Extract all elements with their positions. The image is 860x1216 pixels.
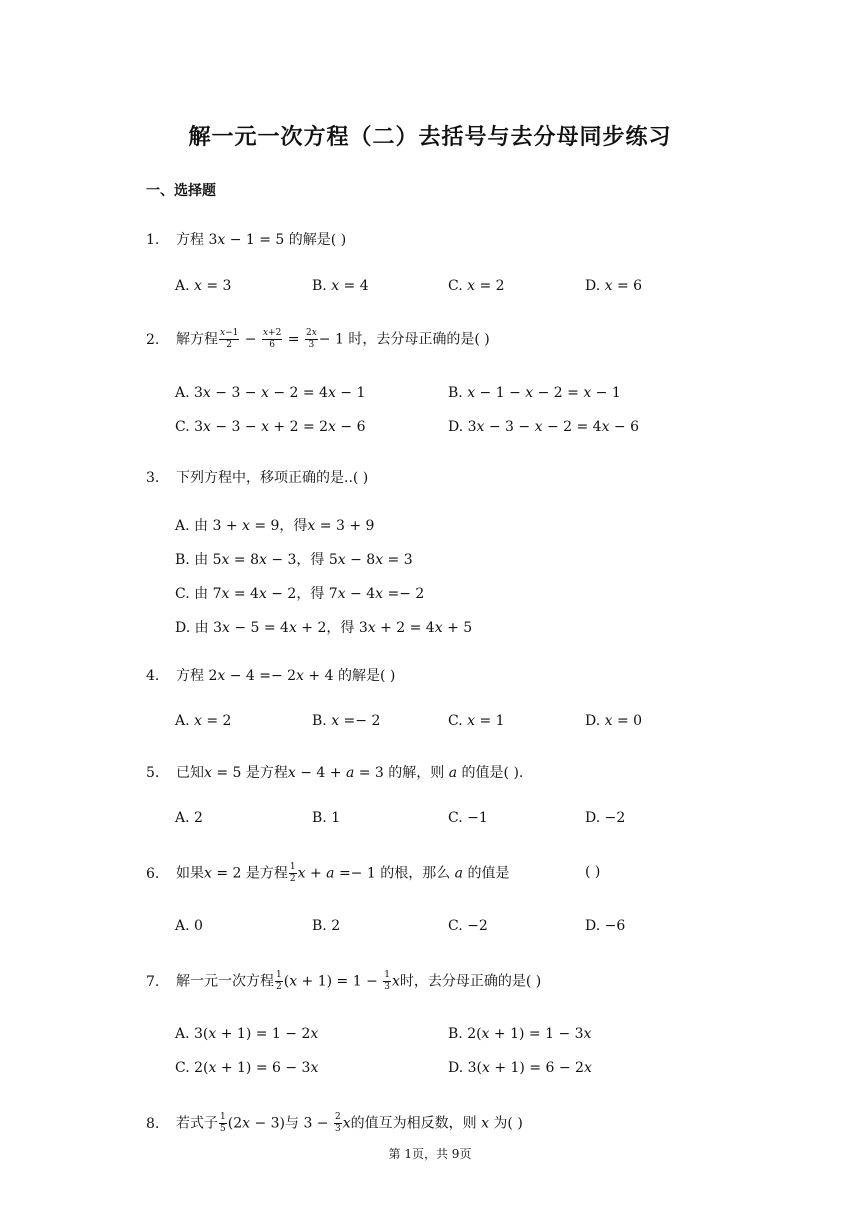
numerator: 1 [220,1112,226,1122]
option-a: A. 3(𝑥 + 1) = 1 − 2𝑥 [175,1026,319,1042]
question-number: 1. [146,232,160,248]
numerator: 1 [276,970,282,980]
fraction [334,1112,342,1135]
option-b: B. 由 5𝑥 = 8𝑥 − 3，得 5𝑥 − 8𝑥 = 3 [175,552,413,568]
option-c: C. −1 [448,810,488,826]
denominator: 2 [289,874,296,884]
question-number: 5. [146,765,160,781]
question-stem-post: 𝑥 + 𝑎 =− 1 的根，那么 𝑎 的值是 [297,865,510,882]
denominator: 6 [269,340,276,350]
fraction [219,328,239,351]
fraction [219,1112,227,1135]
option-a: A. 由 3 + 𝑥 = 9，得𝑥 = 3 + 9 [175,518,375,534]
answer-paren: ( ) [585,864,601,880]
question-number: 4. [146,668,160,684]
option-d: D. 由 3𝑥 − 5 = 4𝑥 + 2，得 3𝑥 + 2 = 4𝑥 + 5 [175,620,473,636]
option-b: B. 𝑥 = 4 [312,278,369,294]
option-b: B. 2 [312,918,341,934]
numerator: 𝑥−1 [220,328,239,338]
fraction [262,328,282,351]
option-d: D. 3𝑥 − 3 − 𝑥 − 2 = 4𝑥 − 6 [448,419,640,435]
option-c: C. 由 7𝑥 = 4𝑥 − 2，得 7𝑥 − 4𝑥 =− 2 [175,586,425,602]
question-stem: 已知𝑥 = 5 是方程𝑥 − 4 + 𝑎 = 3 的解，则 𝑎 的值是( ). [176,765,524,781]
option-c: C. 3𝑥 − 3 − 𝑥 + 2 = 2𝑥 − 6 [175,419,366,435]
question-1 [146,229,346,249]
option-a: A. 𝑥 = 3 [175,278,232,294]
question-stem-post: 𝑥时，去分母正确的是( ) [392,973,542,990]
question-5 [146,762,523,782]
question-3 [146,467,368,487]
denominator: 2 [226,340,233,350]
numerator: 𝑥+2 [262,328,282,338]
fraction [305,328,318,351]
question-number: 6. [146,865,160,882]
question-stem-pre: 解一元一次方程 [176,973,274,990]
denominator: 3 [308,340,315,350]
question-stem-post: − 1 时，去分母正确的是( ) [318,331,490,348]
option-d: D. −2 [585,810,626,826]
option-d: D. −6 [585,918,626,934]
option-d: D. 𝑥 = 6 [585,278,643,294]
option-a: A. 𝑥 = 2 [175,713,232,729]
option-a: A. 3𝑥 − 3 − 𝑥 − 2 = 4𝑥 − 1 [175,385,366,401]
fraction [289,862,297,885]
option-a: A. 2 [175,810,203,826]
page-footer: 第 1页，共 9页 [388,1147,472,1161]
question-number: 3. [146,470,160,486]
question-8 [146,1112,523,1135]
question-stem: 方程 2𝑥 − 4 =− 2𝑥 + 4 的解是( ) [176,668,396,684]
option-c: C. −2 [448,918,488,934]
option-b: B. 𝑥 =− 2 [312,713,381,729]
option-c: C. 2(𝑥 + 1) = 6 − 3𝑥 [175,1060,319,1076]
question-stem: 方程 3𝑥 − 1 = 5 的解是( ) [176,232,347,248]
numerator: 2𝑥 [305,328,317,338]
numerator: 1 [384,970,390,980]
option-b: B. 1 [312,810,341,826]
option-d: D. 3(𝑥 + 1) = 6 − 2𝑥 [448,1060,592,1076]
option-c: C. 𝑥 = 1 [448,713,505,729]
question-stem-pre: 解方程 [176,331,218,348]
section-heading: 一、选择题 [146,183,216,199]
option-b: B. 𝑥 − 1 − 𝑥 − 2 = 𝑥 − 1 [448,385,621,401]
option-b: B. 2(𝑥 + 1) = 1 − 3𝑥 [448,1026,592,1042]
question-6 [146,862,509,885]
question-stem-mid: (𝑥 + 1) = 1 − [283,973,378,990]
question-2: 2. 解方程 $\frac{\text{𝑥−1}}{2}$ − $\frac{\text{𝑥+2}}{6}$ = $\frac{\text{2𝑥}}{3}$ − 1 时，去分母正确的是( ) [146,328,490,350]
question-number: 8. [146,1115,160,1132]
question-stem-pre: 如果𝑥 = 2 是方程 [176,865,288,882]
question-stem-post: 𝑥的值互为相反数，则 𝑥 为( ) [342,1115,523,1132]
question-number: 2. [146,331,160,348]
denominator: 5 [220,1124,226,1134]
question-7 [146,970,541,993]
option-a: A. 0 [175,918,203,934]
question-stem: 下列方程中，移项正确的是..( ) [176,470,369,486]
numerator: 2 [335,1112,341,1122]
denominator: 2 [276,982,282,992]
fraction [275,970,283,993]
option-c: C. 𝑥 = 2 [448,278,505,294]
question-stem-pre: 若式子 [176,1115,218,1132]
question-stem-mid: (2𝑥 − 3)与 3 − [227,1115,329,1132]
option-d: D. 𝑥 = 0 [585,713,643,729]
question-number: 7. [146,973,160,990]
denominator: 3 [384,982,390,992]
question-4 [146,665,395,685]
denominator: 3 [335,1124,341,1134]
page-title: 解一元一次方程（二）去括号与去分母同步练习 [188,124,672,150]
numerator: 1 [289,862,296,872]
fraction [383,970,391,993]
